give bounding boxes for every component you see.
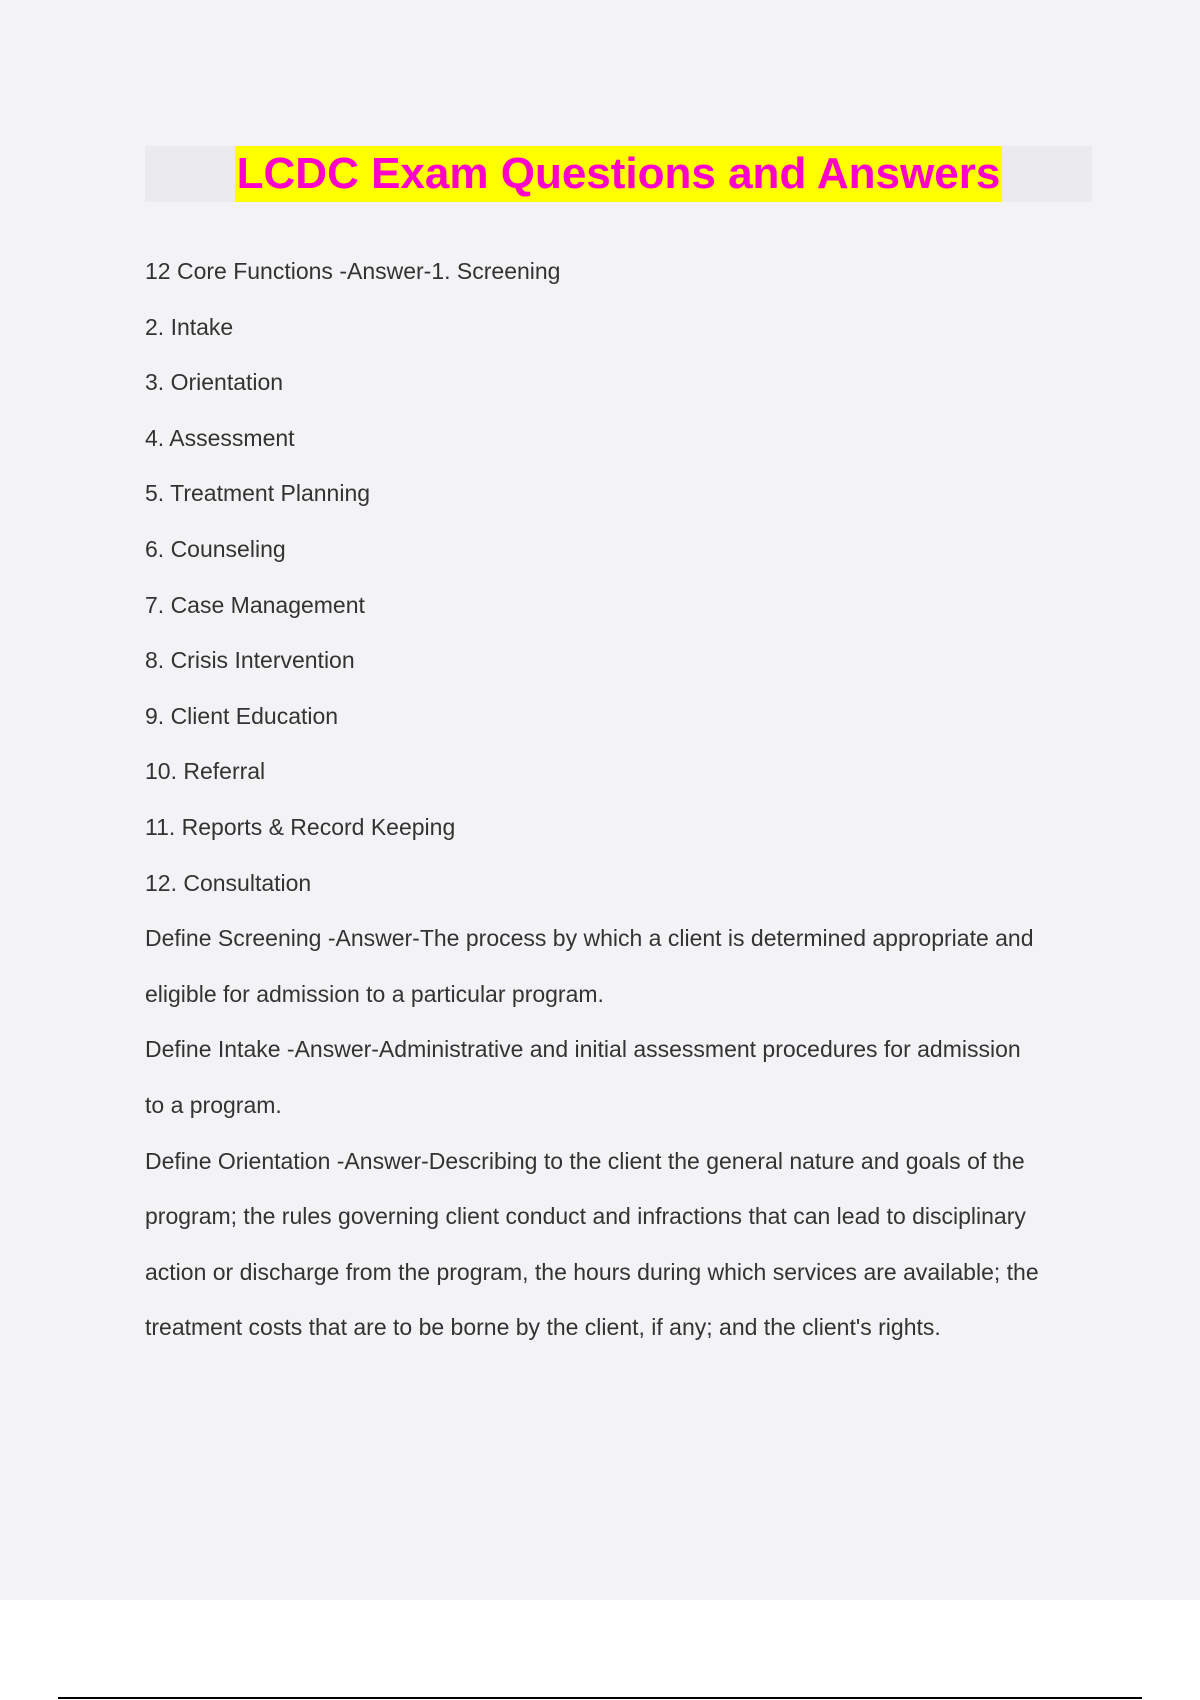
list-item-referral: 10. Referral bbox=[145, 758, 266, 784]
list-item-case-management: 7. Case Management bbox=[145, 592, 365, 618]
list-item-crisis-intervention: 8. Crisis Intervention bbox=[145, 647, 355, 673]
list-item-orientation: 3. Orientation bbox=[145, 369, 284, 395]
list-item-assessment: 4. Assessment bbox=[145, 425, 295, 451]
core-functions-answer-line: 12 Core Functions -Answer-1. Screening bbox=[145, 258, 561, 284]
list-item-client-education: 9. Client Education bbox=[145, 703, 339, 729]
list-item-reports-record-keeping: 11. Reports & Record Keeping bbox=[145, 814, 456, 840]
define-orientation-line-3: action or discharge from the program, the hours during which services are available; the bbox=[145, 1259, 1039, 1285]
define-screening-line-2: eligible for admission to a particular program. bbox=[145, 981, 604, 1007]
list-item-intake: 2. Intake bbox=[145, 314, 234, 340]
define-orientation-line-1: Define Orientation -Answer-Describing to the client the general nature and goals of the bbox=[145, 1148, 1025, 1174]
list-item-consultation: 12. Consultation bbox=[145, 870, 312, 896]
define-intake-line-2: to a program. bbox=[145, 1092, 282, 1118]
define-orientation-line-2: program; the rules governing client conduct and infractions that can lead to disciplinary bbox=[145, 1203, 1026, 1229]
title-band bbox=[145, 146, 1092, 202]
list-item-treatment-planning: 5. Treatment Planning bbox=[145, 480, 371, 506]
footer-rule bbox=[58, 1697, 1142, 1699]
define-screening-line-1: Define Screening -Answer-The process by which a client is determined appropriate and bbox=[145, 925, 1034, 951]
define-orientation-line-4: treatment costs that are to be borne by the client, if any; and the client's rights. bbox=[145, 1314, 941, 1340]
list-item-counseling: 6. Counseling bbox=[145, 536, 286, 562]
document-title: LCDC Exam Questions and Answers bbox=[235, 146, 1003, 202]
define-intake-line-1: Define Intake -Answer-Administrative and initial assessment procedures for admission bbox=[145, 1036, 1021, 1062]
